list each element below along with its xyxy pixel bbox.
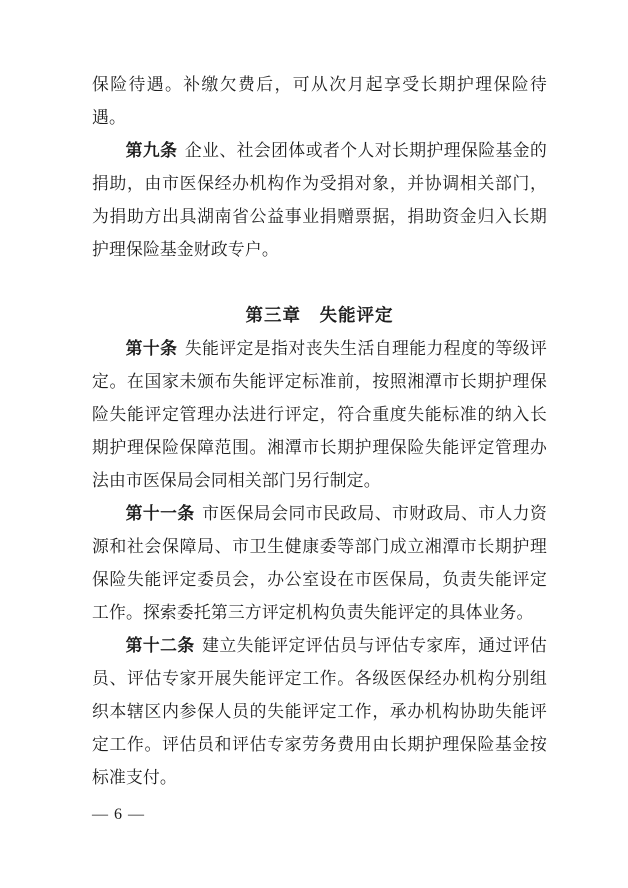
paragraph-article-9 xyxy=(92,134,547,266)
article-11-text: 市医保局会同市民政局、市财政局、市人力资源和社会保障局、市卫生健康委等部门成立湘潭市长期护理保险失能评定委员会，办公室设在市医保局，负责失能评定工作。探索委托第三方评定机构负责失能评定的具体业务。 xyxy=(92,504,547,622)
paragraph-article-10 xyxy=(92,332,547,497)
page-number: — 6 — xyxy=(92,806,145,823)
article-12-text: 建立失能评定评估员与评估专家库，通过评估员、评估专家开展失能评定工作。各级医保经办机构分别组织本辖区内参保人员的失能评定工作，承办机构协助失能评定工作。评估员和评估专家劳务费用由长期护理保险基金按标准支付。 xyxy=(92,636,547,787)
paragraph-continuation: 保险待遇。补缴欠费后，可从次月起享受长期护理保险待遇。 xyxy=(92,75,547,127)
chapter-heading: 第三章 失能评定 xyxy=(245,305,394,325)
article-11-lead: 第十一条 xyxy=(125,504,195,523)
paragraph-article-11 xyxy=(92,497,547,629)
paragraph-article-12 xyxy=(92,629,547,794)
article-10-lead: 第十条 xyxy=(125,339,178,358)
article-10-text: 失能评定是指对丧失生活自理能力程度的等级评定。在国家未颁布失能评定标准前，按照湘潭市长期护理保险失能评定管理办法进行评定，符合重度失能标准的纳入长期护理保险保障范围。湘潭市长期护理保险失能评定管理办法由市医保局会同相关部门另行制定。 xyxy=(92,339,547,490)
article-9-text: 企业、社会团体或者个人对长期护理保险基金的捐助，由市医保经办机构作为受捐对象，并协调相关部门，为捐助方出具湖南省公益事业捐赠票据，捐助资金归入长期护理保险基金财政专户。 xyxy=(92,141,547,259)
article-9-lead: 第九条 xyxy=(125,141,178,160)
article-12-lead: 第十二条 xyxy=(125,636,195,655)
document-body xyxy=(92,68,547,794)
